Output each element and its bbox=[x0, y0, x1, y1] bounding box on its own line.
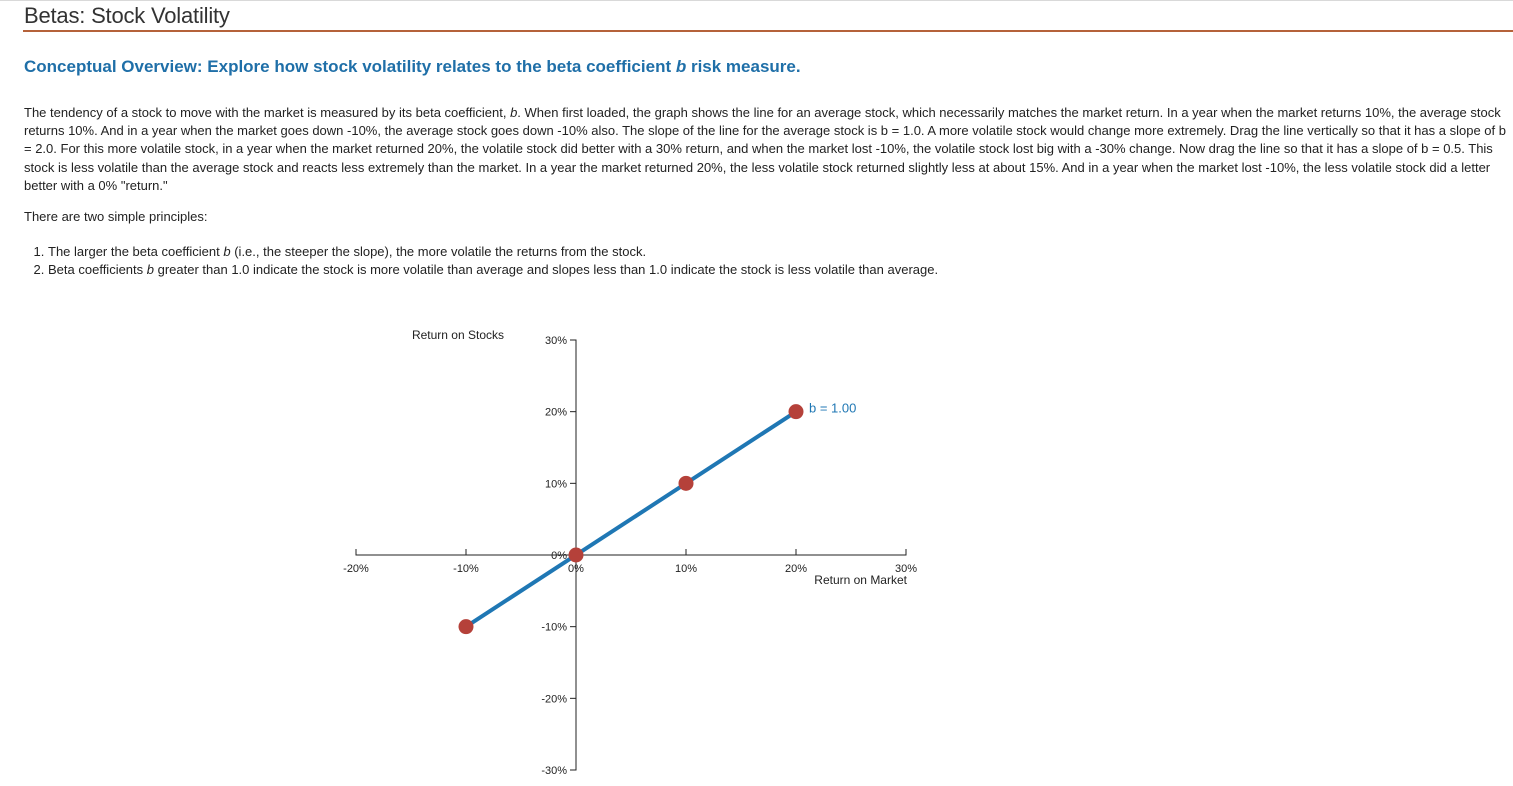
series-layer[interactable] bbox=[459, 404, 804, 634]
y-tick-label: -20% bbox=[541, 693, 567, 706]
top-border bbox=[0, 0, 1513, 1]
y-axis-title: Return on Stocks bbox=[411, 328, 504, 342]
y-tick-label: 20% bbox=[544, 406, 567, 419]
x-tick-label: -10% bbox=[453, 563, 479, 575]
x-axis-title: Return on Market bbox=[814, 573, 907, 587]
x-tick-label: 10% bbox=[674, 563, 698, 575]
y-tick-label: -30% bbox=[541, 765, 567, 777]
beta-chart[interactable] bbox=[0, 300, 1000, 786]
principles-list bbox=[24, 243, 938, 279]
y-tick-label: 0% bbox=[551, 550, 567, 562]
subtitle-suffix: risk measure. bbox=[686, 57, 801, 76]
principle-item bbox=[48, 261, 938, 279]
principle-variable: b bbox=[146, 262, 154, 277]
subtitle-prefix: Conceptual Overview: Explore how stock volatility relates to the beta coefficient bbox=[24, 57, 676, 76]
title-underline bbox=[23, 30, 1513, 32]
x-tick-label: -20% bbox=[343, 563, 369, 575]
intro-part-2: . When first loaded, the graph shows the line for an average stock, which necessarily matches the market return. In a year when the market returns 10%, the average stock returns 10%. And in a year when the market goes down -10%, the average stock goes down -10% also. The slope of the line for the average stock is b = 1.0. A more volatile stock would change more extremely. Drag the line vertically so that it has a slope of b = 2.0. For this more volatile stock, in a year when the market returned 20%, the volatile stock did better with a 30% return, and when the market lost -10%, the volatile stock lost big with a -30% change. Now drag the line so that it has a slope of b = 0.5. This stock is less volatile than the average stock and reacts less extremely than the market. In a year the market returned 20%, the less volatile stock returned slightly less at about 15%. And in a year when the market lost -10%, the less volatile stock did a letter better with a 0% "return." bbox=[24, 105, 1506, 193]
principle-post: greater than 1.0 indicate the stock is more volatile than average and slopes less than 1.0 indicate the stock is less volatile than average. bbox=[154, 262, 939, 277]
intro-variable: b bbox=[510, 105, 518, 120]
y-tick-label: 30% bbox=[544, 335, 567, 347]
y-tick-label: 10% bbox=[544, 478, 567, 491]
data-point[interactable] bbox=[789, 404, 804, 419]
beta-label: b = 1.00 bbox=[809, 400, 857, 416]
intro-part-1: The tendency of a stock to move with the market is measured by its beta coefficient, bbox=[24, 105, 511, 120]
principle-variable: b bbox=[223, 244, 231, 259]
intro-paragraph bbox=[24, 104, 1508, 195]
page-title: Betas: Stock Volatility bbox=[24, 3, 230, 28]
beta-line[interactable] bbox=[466, 412, 796, 627]
y-tick-label: -10% bbox=[541, 621, 567, 634]
data-point[interactable] bbox=[569, 548, 584, 563]
x-tick-label: 30% bbox=[894, 563, 918, 575]
x-axis-line bbox=[356, 549, 906, 555]
subtitle-variable: b bbox=[675, 57, 687, 76]
section-subtitle bbox=[24, 57, 801, 77]
data-point[interactable] bbox=[459, 619, 474, 634]
principle-pre: Beta coefficients bbox=[48, 262, 147, 277]
principle-pre: The larger the beta coefficient bbox=[48, 244, 224, 259]
principle-post: (i.e., the steeper the slope), the more volatile the returns from the stock. bbox=[230, 244, 647, 259]
principles-heading: There are two simple principles: bbox=[24, 209, 208, 224]
data-point[interactable] bbox=[679, 476, 694, 491]
x-tick-label: 0% bbox=[568, 563, 584, 575]
x-tick-label: 20% bbox=[784, 563, 808, 575]
principle-item bbox=[48, 243, 938, 261]
x-axis bbox=[343, 549, 917, 575]
